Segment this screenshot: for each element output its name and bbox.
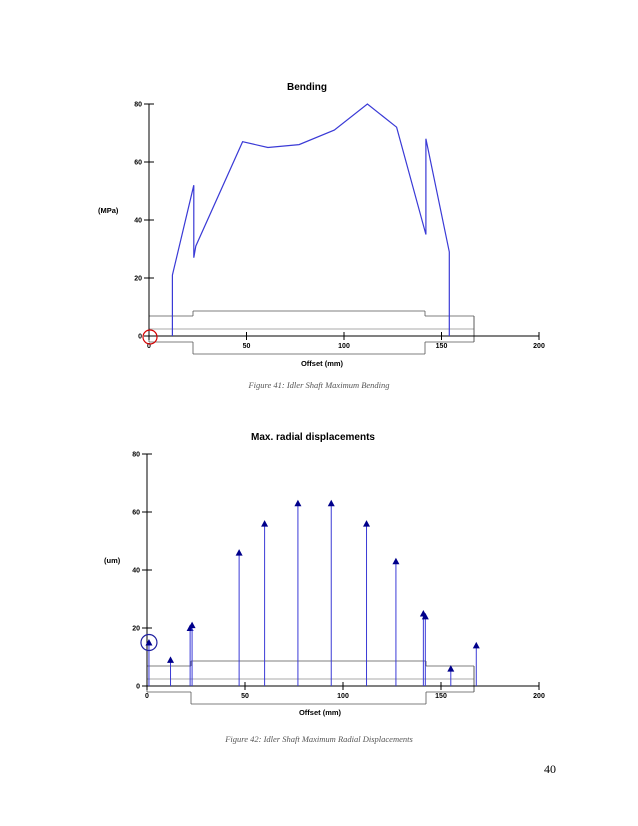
bending-chart-title: Bending	[287, 82, 327, 93]
figure-41-caption: Figure 41: Idler Shaft Maximum Bending	[248, 380, 390, 390]
displacement-x-tick-label: 0	[145, 693, 149, 700]
bending-series-line	[172, 104, 449, 336]
bending-shaft-outline	[149, 311, 474, 354]
bending-y-tick-label: 40	[134, 217, 142, 225]
displacement-stems	[141, 500, 480, 686]
displacement-arrow-marker	[167, 656, 174, 663]
displacement-chart	[104, 432, 545, 717]
bending-x-tick-label: 200	[533, 343, 545, 350]
displacement-y-tick-label: 80	[132, 451, 140, 459]
bending-y-tick-label: 60	[134, 159, 142, 167]
displacement-arrow-marker	[294, 500, 301, 507]
displacement-arrow-marker	[473, 642, 480, 649]
page-number: 40	[544, 762, 556, 776]
displacement-arrow-marker	[189, 622, 196, 629]
displacement-x-tick-label: 50	[241, 693, 249, 700]
bending-chart	[98, 82, 545, 368]
displacement-x-tick-label: 100	[337, 693, 349, 700]
displacement-arrow-marker	[392, 558, 399, 565]
bending-x-axis-label: Offset (mm)	[300, 359, 344, 368]
bending-y-tick-label: 80	[134, 101, 142, 109]
displacement-arrow-marker	[363, 520, 370, 527]
displacement-y-tick-label: 0	[136, 683, 140, 691]
bending-ticks	[134, 102, 545, 351]
bending-x-tick-label: 100	[338, 343, 350, 350]
displacement-y-axis-label: (um)	[104, 556, 121, 565]
displacement-x-tick-label: 200	[533, 693, 545, 700]
bending-x-tick-label: 50	[242, 343, 251, 350]
figure-42-caption: Figure 42: Idler Shaft Maximum Radial Displacements	[225, 734, 413, 744]
displacement-y-tick-label: 20	[132, 625, 140, 633]
bending-y-axis-label: (MPa)	[98, 206, 119, 215]
displacement-x-axis-label: Offset (mm)	[298, 708, 342, 717]
displacement-arrow-marker	[261, 520, 268, 527]
bending-y-tick-label: 0	[138, 333, 142, 341]
displacement-arrow-marker	[328, 500, 335, 507]
displacement-y-tick-label: 60	[132, 509, 140, 517]
displacement-y-tick-label: 40	[132, 567, 140, 575]
displacement-ticks	[132, 452, 545, 701]
displacement-x-tick-label: 150	[435, 693, 447, 700]
displacement-arrow-marker	[236, 549, 243, 556]
displacement-chart-title: Max. radial displacements	[251, 432, 375, 443]
bending-x-tick-label: 0	[147, 343, 151, 350]
bending-y-tick-label: 20	[134, 275, 142, 283]
bending-x-tick-label: 150	[435, 343, 448, 350]
